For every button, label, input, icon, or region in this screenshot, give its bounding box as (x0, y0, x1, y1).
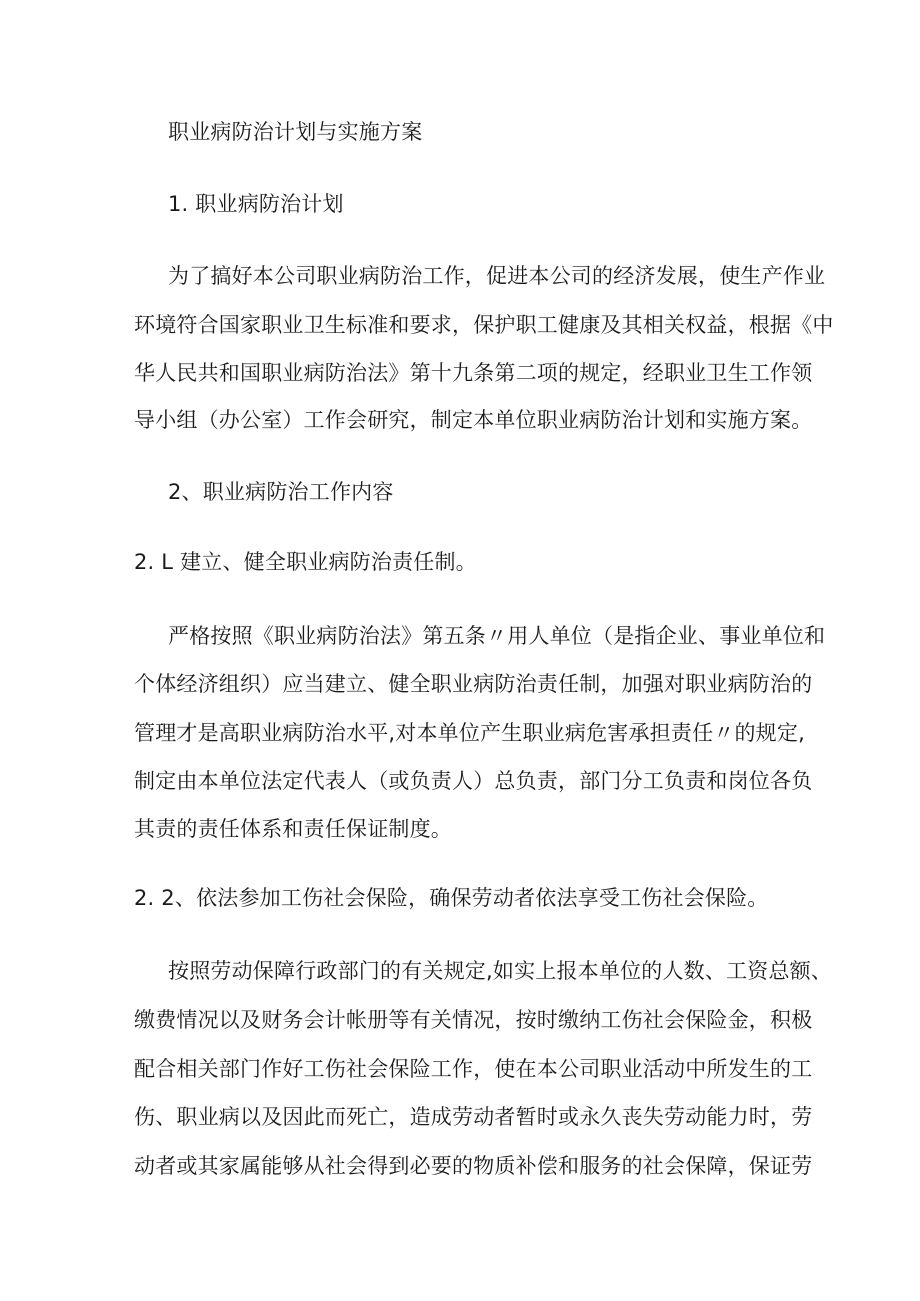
section-1-heading: 1. 职业病防治计划 (168, 192, 344, 216)
subsection-2-1-heading: 2. L 建立、健全职业病防治责任制。 (134, 550, 477, 574)
paragraph-line: 制定由本单位法定代表人（或负责人）总负责，部门分工负责和岗位各负 (134, 769, 813, 793)
paragraph-line: 按照劳动保障行政部门的有关规定,如实上报本单位的人数、工资总额、 (168, 959, 833, 983)
paragraph-line: 伤、职业病以及因此而死亡，造成劳动者暂时或永久丧失劳动能力时，劳 (134, 1105, 813, 1129)
paragraph-line: 环境符合国家职业卫生标准和要求，保护职工健康及其相关权益，根据《中 (134, 313, 834, 337)
document-title: 职业病防治计划与实施方案 (168, 120, 423, 144)
paragraph-line: 华人民共和国职业病防治法》第十九条第二项的规定，经职业卫生工作领 (134, 361, 813, 385)
paragraph-line: 配合相关部门作好工伤社会保险工作，使在本公司职业活动中所发生的工 (134, 1057, 813, 1081)
paragraph-line: 动者或其家属能够从社会得到必要的物质补偿和服务的社会保障，保证劳 (134, 1154, 813, 1178)
paragraph-line: 严格按照《职业病防治法》第五条〃用人单位（是指企业、事业单位和 (168, 624, 826, 648)
paragraph-line: 缴费情况以及财务会计帐册等有关情况，按时缴纳工伤社会保险金，积极 (134, 1008, 813, 1032)
paragraph-line: 个体经济组织）应当建立、健全职业病防治责任制，加强对职业病防治的 (134, 672, 813, 696)
paragraph-line: 导小组（办公室）工作会研究，制定本单位职业病防治计划和实施方案。 (134, 408, 813, 432)
paragraph-line: 为了搞好本公司职业病防治工作，促进本公司的经济发展，使生产作业 (168, 264, 826, 288)
paragraph-line: 管理才是高职业病防治水平,对本单位产生职业病危害承担责任〃的规定, (134, 721, 805, 745)
paragraph-line: 其责的责任体系和责任保证制度。 (134, 817, 452, 841)
section-2-heading: 2、职业病防治工作内容 (168, 480, 394, 504)
subsection-2-2-heading: 2. 2、依法参加工伤社会保险，确保劳动者依法享受工伤社会保险。 (134, 886, 769, 910)
